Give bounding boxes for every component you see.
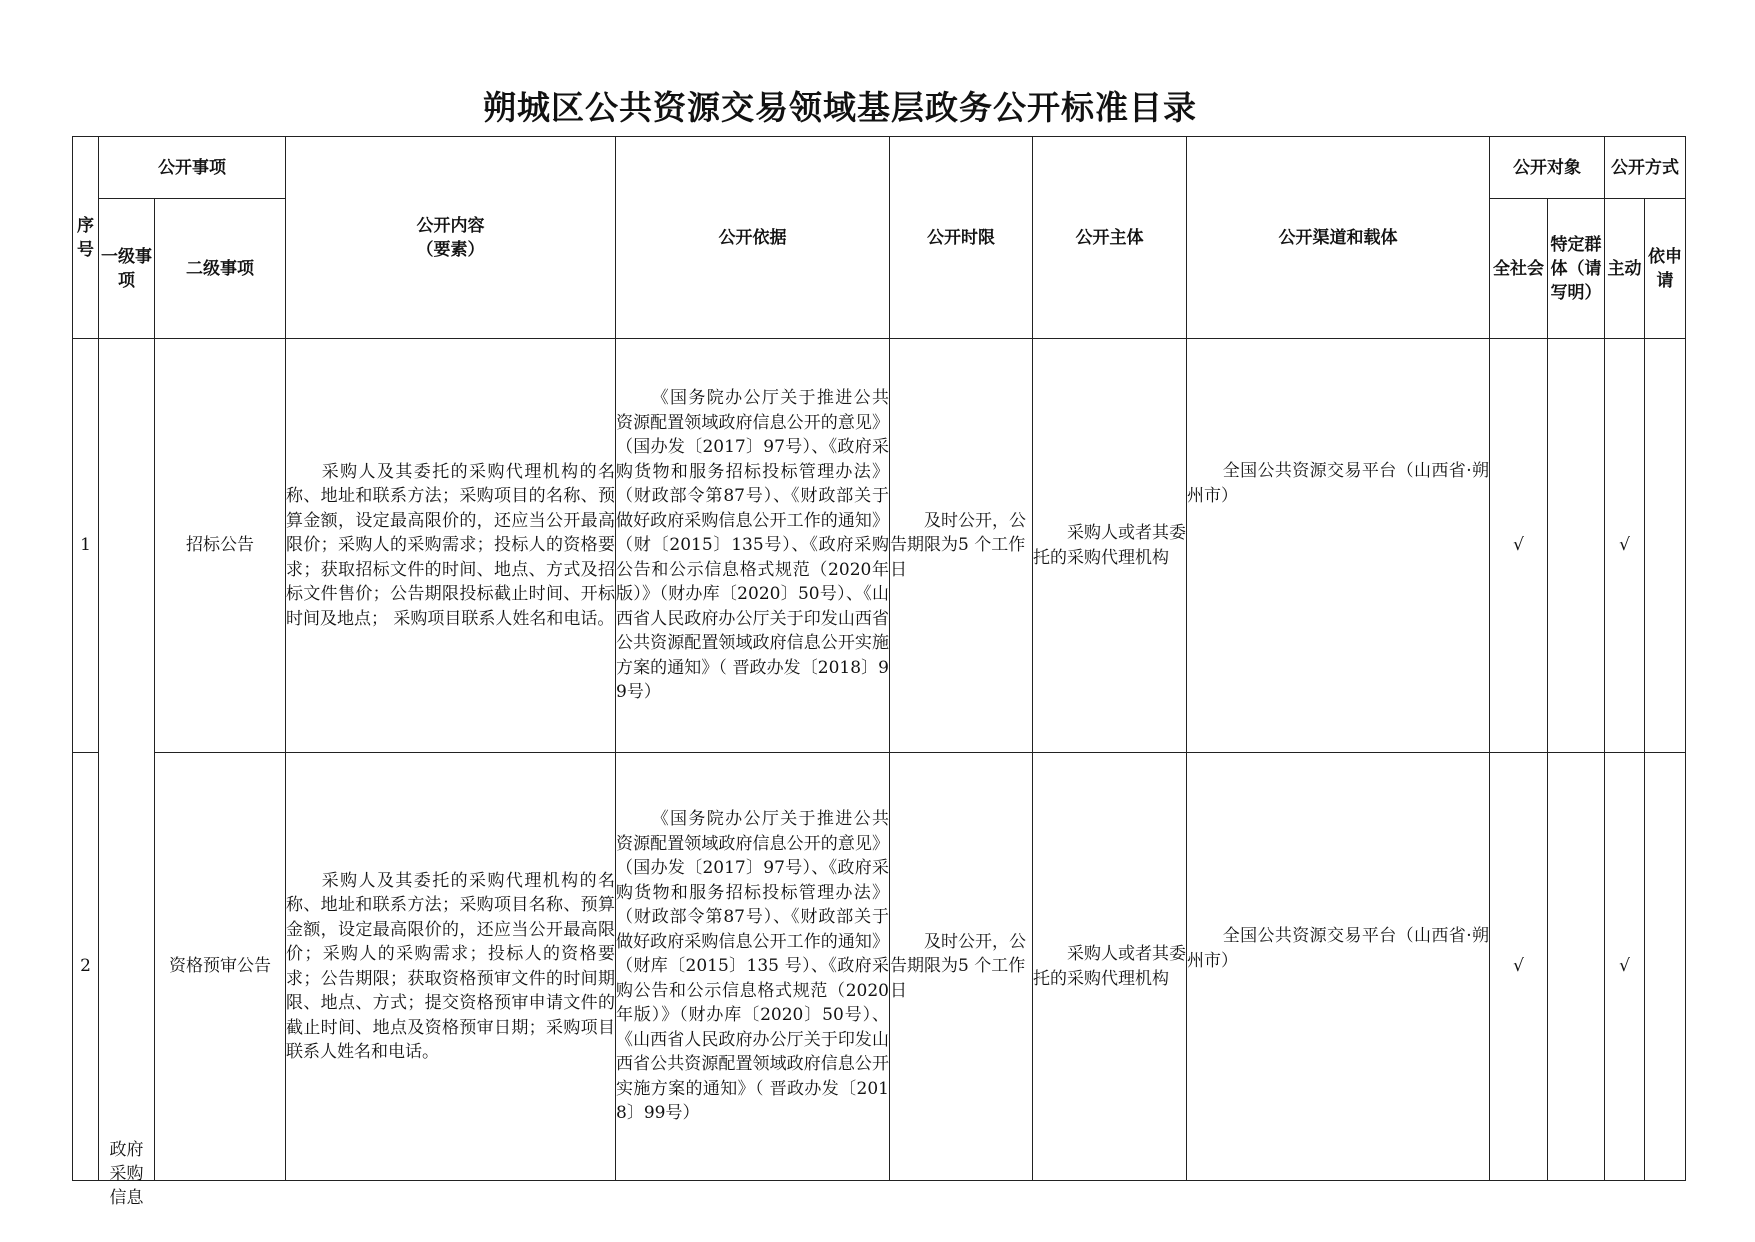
row-seq: 2 [73, 753, 99, 1181]
level1-item-cell [99, 339, 155, 1208]
header-subject: 公开主体 [1033, 137, 1187, 339]
row-basis-cell [616, 753, 890, 1181]
row-target-specific [1548, 339, 1605, 753]
row-channel-cell [1187, 339, 1490, 753]
header-target-all: 全社会 [1490, 199, 1548, 339]
catalog-table [72, 136, 1686, 1208]
header-content-sub: （要素） [416, 239, 485, 260]
row-channel: 全国公共资源交易平台（山西省·朔州市） [1187, 926, 1489, 971]
row-content: 采购人及其委托的采购代理机构的名称、地址和联系方法；采购项目的名称、预算金额，设定最高限价的，还应当公开最高限价；采购人的采购需求；投标人的资格要求；获取招标文件的时间、地点、方式及招标文件售价；公告期限投标截止时间、开标时间及地点； 采购项目联系人姓名和电话。 [286, 461, 615, 629]
row-channel: 全国公共资源交易平台（山西省·朔州市） [1187, 461, 1489, 506]
level1-item: 政府采购信息 [109, 1139, 144, 1208]
row-method-active: √ [1605, 339, 1645, 753]
row-subject: 采购人或者其委托的采购代理机构 [1033, 753, 1187, 1181]
header-content [286, 137, 616, 339]
header-target-specific: 特定群体（请写明） [1548, 199, 1605, 339]
row-basis: 《国务院办公厅关于推进公共资源配置领域政府信息公开的意见》（国办发〔2017〕97号）、《政府采购货物和服务招标投标管理办法》（财政部令第87号）、《财政部关于做好政府采购信息公开工作的通知》（财库〔2015〕135 号）、《政府采购公告和公示信息格式规范（2020年版）》（财办库〔2020〕50号）、《山西省人民政府办公厅关于印发山西省公共资源配置领域政府信息公开实施方案的通知》（ 晋政办发〔2018〕99号） [616, 809, 889, 1124]
header-basis: 公开依据 [616, 137, 890, 339]
row-basis-cell [616, 339, 890, 753]
row-level2: 招标公告 [155, 339, 286, 753]
header-disclosure-items: 公开事项 [99, 137, 286, 199]
row-target-all: √ [1490, 753, 1548, 1181]
row-time-limit: 及时公开，公告期限为5 个工作日 [890, 753, 1033, 1181]
header-level2: 二级事项 [155, 199, 286, 339]
table-row [73, 753, 1686, 1181]
page-title: 朔城区公共资源交易领域基层政务公开标准目录 [483, 88, 1197, 127]
row-method-request [1645, 753, 1686, 1181]
header-method: 公开方式 [1605, 137, 1686, 199]
row-subject: 采购人或者其委托的采购代理机构 [1033, 339, 1187, 753]
header-channel: 公开渠道和载体 [1187, 137, 1490, 339]
row-content: 采购人及其委托的采购代理机构的名称、地址和联系方法；采购项目名称、预算金额，设定最高限价的，还应当公开最高限价；采购人的采购需求；投标人的资格要求；公告期限；获取资格预审文件的时间期限、地点、方式；提交资格预审申请文件的截止时间、地点及资格预审日期；采购项目联系人姓名和电话。 [286, 870, 615, 1062]
header-target: 公开对象 [1490, 137, 1605, 199]
header-method-request: 依申请 [1645, 199, 1686, 339]
row-method-request [1645, 339, 1686, 753]
header-level1: 一级事项 [99, 199, 155, 339]
header-content-label: 公开内容 [416, 215, 485, 236]
header-time-limit: 公开时限 [890, 137, 1033, 339]
header-method-active: 主动 [1605, 199, 1645, 339]
row-target-all: √ [1490, 339, 1548, 753]
row-time-limit: 及时公开，公告期限为5 个工作日 [890, 339, 1033, 753]
header-seq: 序号 [73, 137, 99, 339]
table-row [73, 339, 1686, 753]
header-row-1 [73, 137, 1686, 199]
row-channel-cell [1187, 753, 1490, 1181]
row-method-active: √ [1605, 753, 1645, 1181]
row-target-specific [1548, 753, 1605, 1181]
row-content-cell [286, 339, 616, 753]
row-seq: 1 [73, 339, 99, 753]
row-content-cell [286, 753, 616, 1181]
row-basis: 《国务院办公厅关于推进公共资源配置领域政府信息公开的意见》（国办发〔2017〕97号）、《政府采购货物和服务招标投标管理办法》（财政部令第87号）、《财政部关于做好政府采购信息公开工作的通知》（财〔2015〕135号）、《政府采购公告和公示信息格式规范（2020年版）》（财办库〔2020〕50号）、《山西省人民政府办公厅关于印发山西省公共资源配置领域政府信息公开实施方案的通知》（ 晋政办发〔2018〕99号） [616, 388, 889, 703]
row-level2: 资格预审公告 [155, 753, 286, 1181]
